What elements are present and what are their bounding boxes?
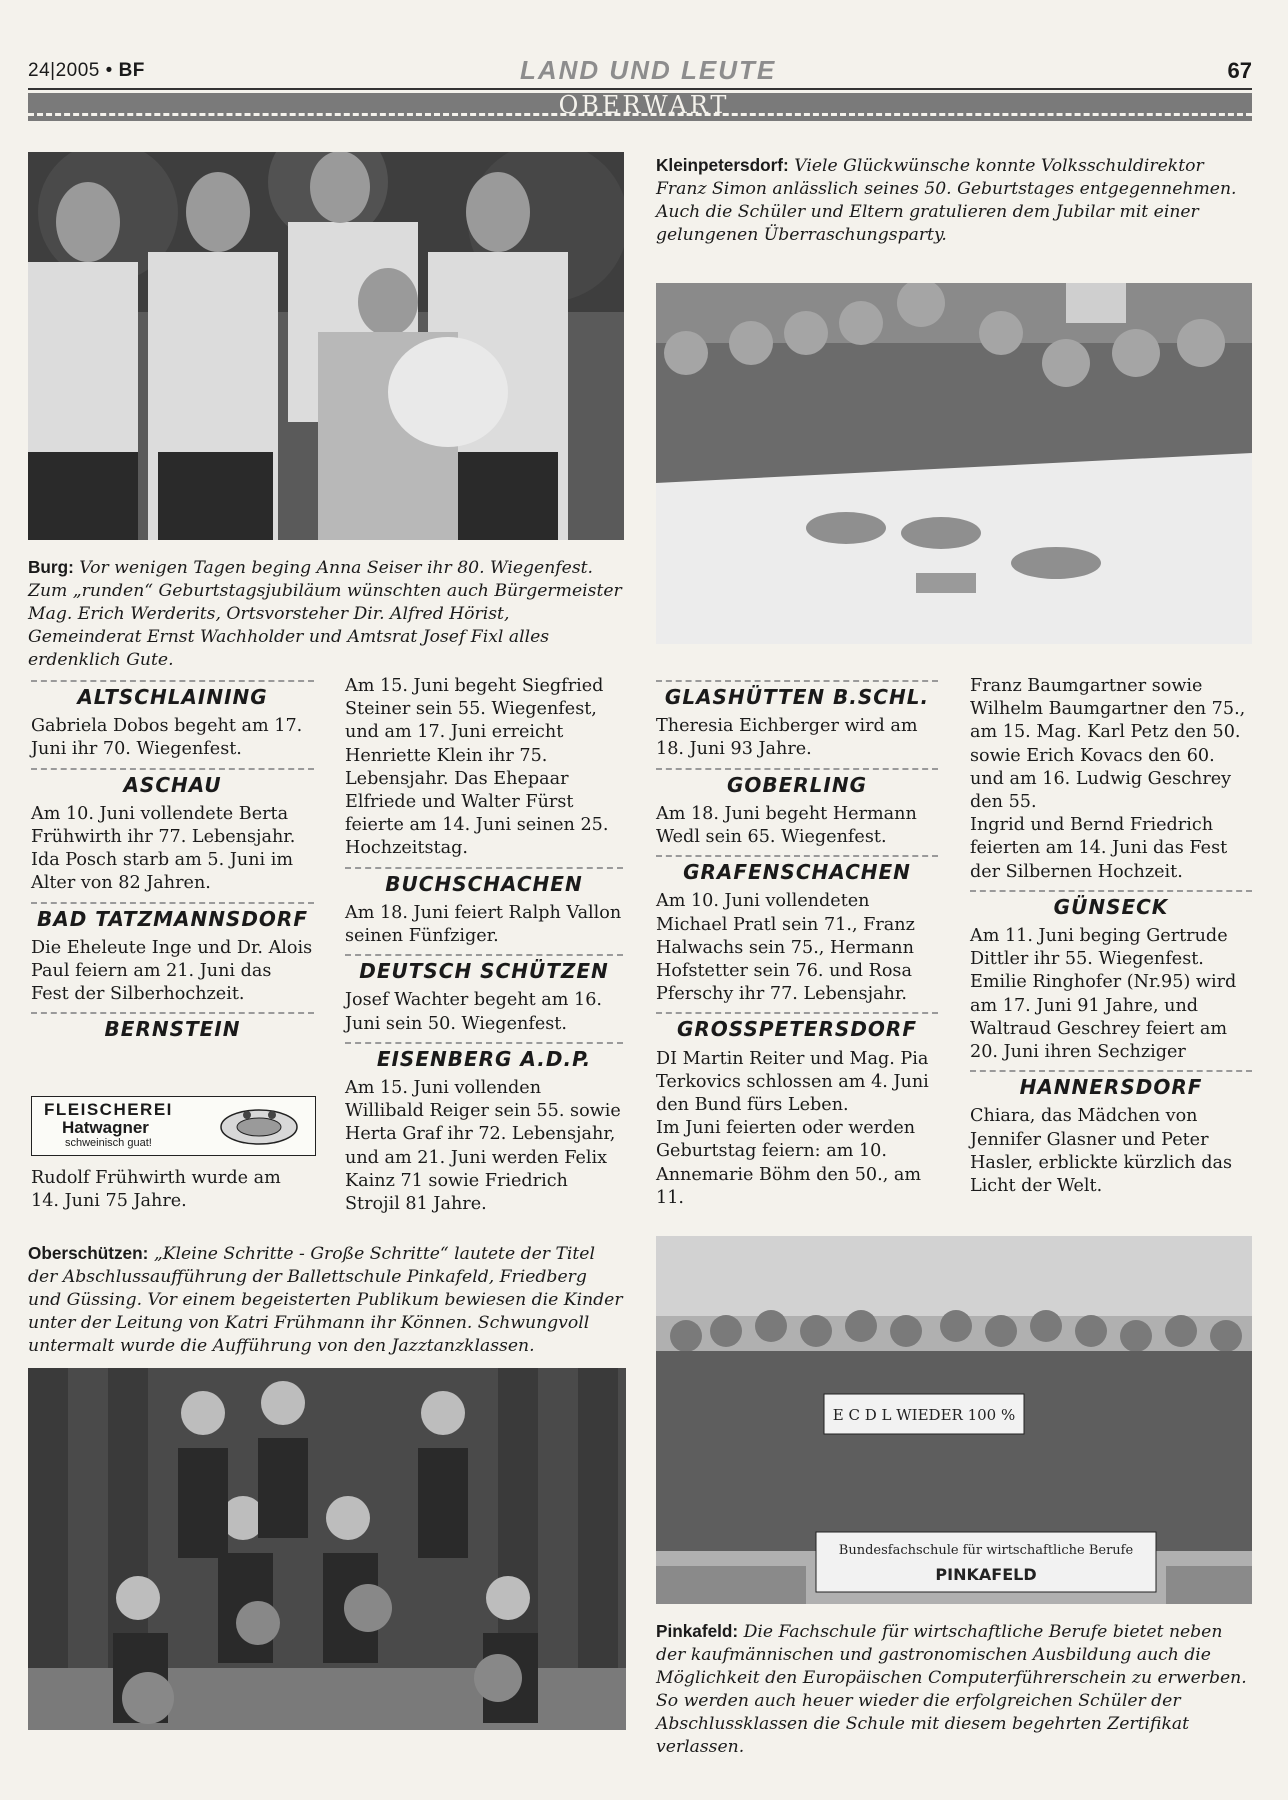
heading-deutsch-schuetzen: DEUTSCH SCHÜTZEN	[345, 954, 623, 985]
heading-buchschachen: BUCHSCHACHEN	[345, 867, 623, 898]
paper-name: BF	[118, 60, 145, 81]
text-grosspetersdorf-1: DI Martin Reiter und Mag. Pia Terkovics schlossen am 4. Juni den Bund fürs Leben.	[656, 1048, 929, 1116]
caption-text: „Kleine Schritte - Große Schritte“ lautete der Titel der Abschlussaufführung der Ballettschule Pinkafeld, Friedberg und Güssing. Vor einem begeisterten Publikum bewiesen die Kinder unter der Leitung von Katri Frühmann ihr Können. Schwungvoll untermalt wurde die Aufführung von den Jazztanzklassen.	[28, 1244, 623, 1356]
page-number: 67	[1227, 58, 1252, 83]
text-c4-intro-1: Franz Baumgartner sowie Wilhelm Baumgartner den 75., am 15. Mag. Karl Petz den 50. sowie Erich Kovacs den 60. und am 16. Ludwig Geschrey den 55.	[970, 676, 1246, 813]
text-deutsch-schuetzen: Josef Wachter begeht am 16. Juni sein 50. Wiegenfest.	[345, 990, 602, 1034]
header-rule	[28, 88, 1252, 90]
text-aschau: Am 10. Juni vollendete Berta Frühwirth ihr 77. Lebensjahr. Ida Posch starb am 5. Juni im Alter von 82 Jahren.	[31, 803, 296, 894]
column-4	[970, 675, 1252, 1198]
school-sign-line-2: PINKAFELD	[935, 1565, 1037, 1584]
caption-place: Pinkafeld:	[656, 1621, 739, 1641]
issue-info	[28, 60, 145, 82]
heading-bad-tatzmannsdorf: BAD TATZMANNSDORF	[31, 902, 314, 933]
ad-line-1: FLEISCHEREI	[44, 1100, 173, 1119]
text-bad-tatzmannsdorf: Die Eheleute Inge und Dr. Alois Paul feiern am 21. Juni das Fest der Silberhochzeit.	[31, 937, 313, 1005]
column-1-continued	[31, 1167, 314, 1213]
heading-eisenberg: EISENBERG A.D.P.	[345, 1042, 623, 1073]
text-goberling: Am 18. Juni begeht Hermann Wedl sein 65. Wiegenfest.	[656, 803, 917, 848]
text-eisenberg: Am 15. Juni vollenden Willibald Reiger sein 55. sowie Herta Graf ihr 72. Lebensjahr, und am 21. Juni werden Felix Kainz 71 sowie Friedrich Strojil 81 Jahre.	[345, 1078, 621, 1215]
ad-fleischerei	[31, 1096, 316, 1156]
caption-pinkafeld	[656, 1620, 1252, 1759]
caption-place: Burg:	[28, 557, 74, 577]
column-1	[31, 680, 314, 1048]
heading-hannersdorf: HANNERSDORF	[970, 1070, 1252, 1101]
photo-pinkafeld	[656, 1236, 1252, 1604]
text-guenseck: Am 11. Juni beging Gertrude Dittler ihr 55. Wiegenfest. Emilie Ringhofer (Nr.95) wird am 17. Juni 91 Jahre, und Waltraud Geschrey feiert am 20. Juni ihren Sechziger	[970, 926, 1237, 1063]
text-glashuetten: Theresia Eichberger wird am 18. Juni 93 Jahre.	[656, 716, 918, 760]
section-title: LAND UND LEUTE	[520, 55, 777, 85]
photo-burg	[28, 152, 624, 540]
heading-grafenschachen: GRAFENSCHACHEN	[656, 855, 938, 886]
heading-aschau: ASCHAU	[31, 768, 314, 799]
ad-slogan: schweinisch guat!	[65, 1137, 152, 1149]
column-2	[345, 675, 623, 1216]
text-grafenschachen: Am 10. Juni vollendeten Michael Pratl sein 71., Franz Halwachs sein 75., Hermann Hofstetter sein 76. und Rosa Pferschy ihr 77. Lebensjahr.	[656, 891, 915, 1005]
column-3	[656, 680, 938, 1210]
caption-place: Kleinpetersdorf:	[656, 155, 789, 175]
caption-kleinpetersdorf	[656, 154, 1252, 247]
text-bernstein: Rudolf Frühwirth wurde am 14. Juni 75 Jahre.	[31, 1168, 281, 1212]
heading-bernstein: BERNSTEIN	[31, 1012, 314, 1043]
heading-glashuetten: GLASHÜTTEN B.SCHL.	[656, 680, 938, 711]
heading-guenseck: GÜNSECK	[970, 890, 1252, 921]
ad-line-2: Hatwagner	[62, 1118, 149, 1137]
caption-text: Die Fachschule für wirtschaftliche Berufe bietet neben der kaufmännischen und gastronomischen Ausbildung auch die Möglichkeit den Europäischen Computerführerschein zu erwerben. So werden auch heuer wieder die erfolgreichen Schüler der Abschlussklassen die Schule mit diesem begehrten Zertifikat verlassen.	[656, 1622, 1247, 1757]
heading-goberling: GOBERLING	[656, 768, 938, 799]
text-c4-intro-2: Ingrid und Bernd Friedrich feierten am 14. Juni das Fest der Silbernen Hochzeit.	[970, 815, 1228, 882]
caption-place: Oberschützen:	[28, 1243, 149, 1263]
caption-text: Vor wenigen Tagen beging Anna Seiser ihr 80. Wiegenfest. Zum „runden“ Geburtstagsjubiläum wünschten auch Bürgermeister Mag. Erich Werderits, Ortsvorsteher Dir. Alfred Hörist, Gemeinderat Ernst Wachholder und Amtsrat Josef Fixl alles erdenklich Gute.	[28, 558, 622, 670]
text-altschlaining: Gabriela Dobos begeht am 17. Juni ihr 70. Wiegenfest.	[31, 716, 303, 760]
caption-burg	[28, 556, 624, 672]
pig-icon	[217, 1105, 301, 1147]
header-bullet: •	[105, 60, 113, 81]
school-sign-line-1: Bundesfachschule für wirtschaftliche Berufe	[838, 1543, 1134, 1558]
text-grosspetersdorf-2: Im Juni feierten oder werden Geburtstag feiern: am 10. Annemarie Böhm den 50., am 11.	[656, 1118, 922, 1208]
caption-oberschuetzen	[28, 1242, 624, 1358]
text-hannersdorf: Chiara, das Mädchen von Jennifer Glasner und Peter Hasler, erblickte kürzlich das Licht der Welt.	[970, 1106, 1232, 1197]
district-title: OBERWART	[558, 91, 730, 119]
photo-kleinpetersdorf	[656, 283, 1252, 644]
photo-oberschuetzen-ballet	[28, 1368, 626, 1730]
issue-number: 24|2005	[28, 60, 100, 81]
banner-text: E C D L WIEDER 100 %	[832, 1406, 1016, 1424]
heading-altschlaining: ALTSCHLAINING	[31, 680, 314, 711]
text-c2-intro: Am 15. Juni begeht Siegfried Steiner sein 55. Wiegenfest, und am 17. Juni erreicht Henriette Klein ihr 75. Lebensjahr. Das Ehepaar Elfriede und Walter Fürst feierte am 14. Juni seinen 25. Hochzeitstag.	[345, 676, 609, 859]
caption-text: Viele Glückwünsche konnte Volksschuldirektor Franz Simon anlässlich seines 50. Geburtstages entgegennehmen. Auch die Schüler und Eltern gratulieren dem Jubilar mit einer gelungenen Überraschungsparty.	[656, 156, 1237, 245]
text-buchschachen: Am 18. Juni feiert Ralph Vallon seinen Fünfziger.	[345, 902, 622, 947]
heading-grosspetersdorf: GROSSPETERSDORF	[656, 1012, 938, 1043]
